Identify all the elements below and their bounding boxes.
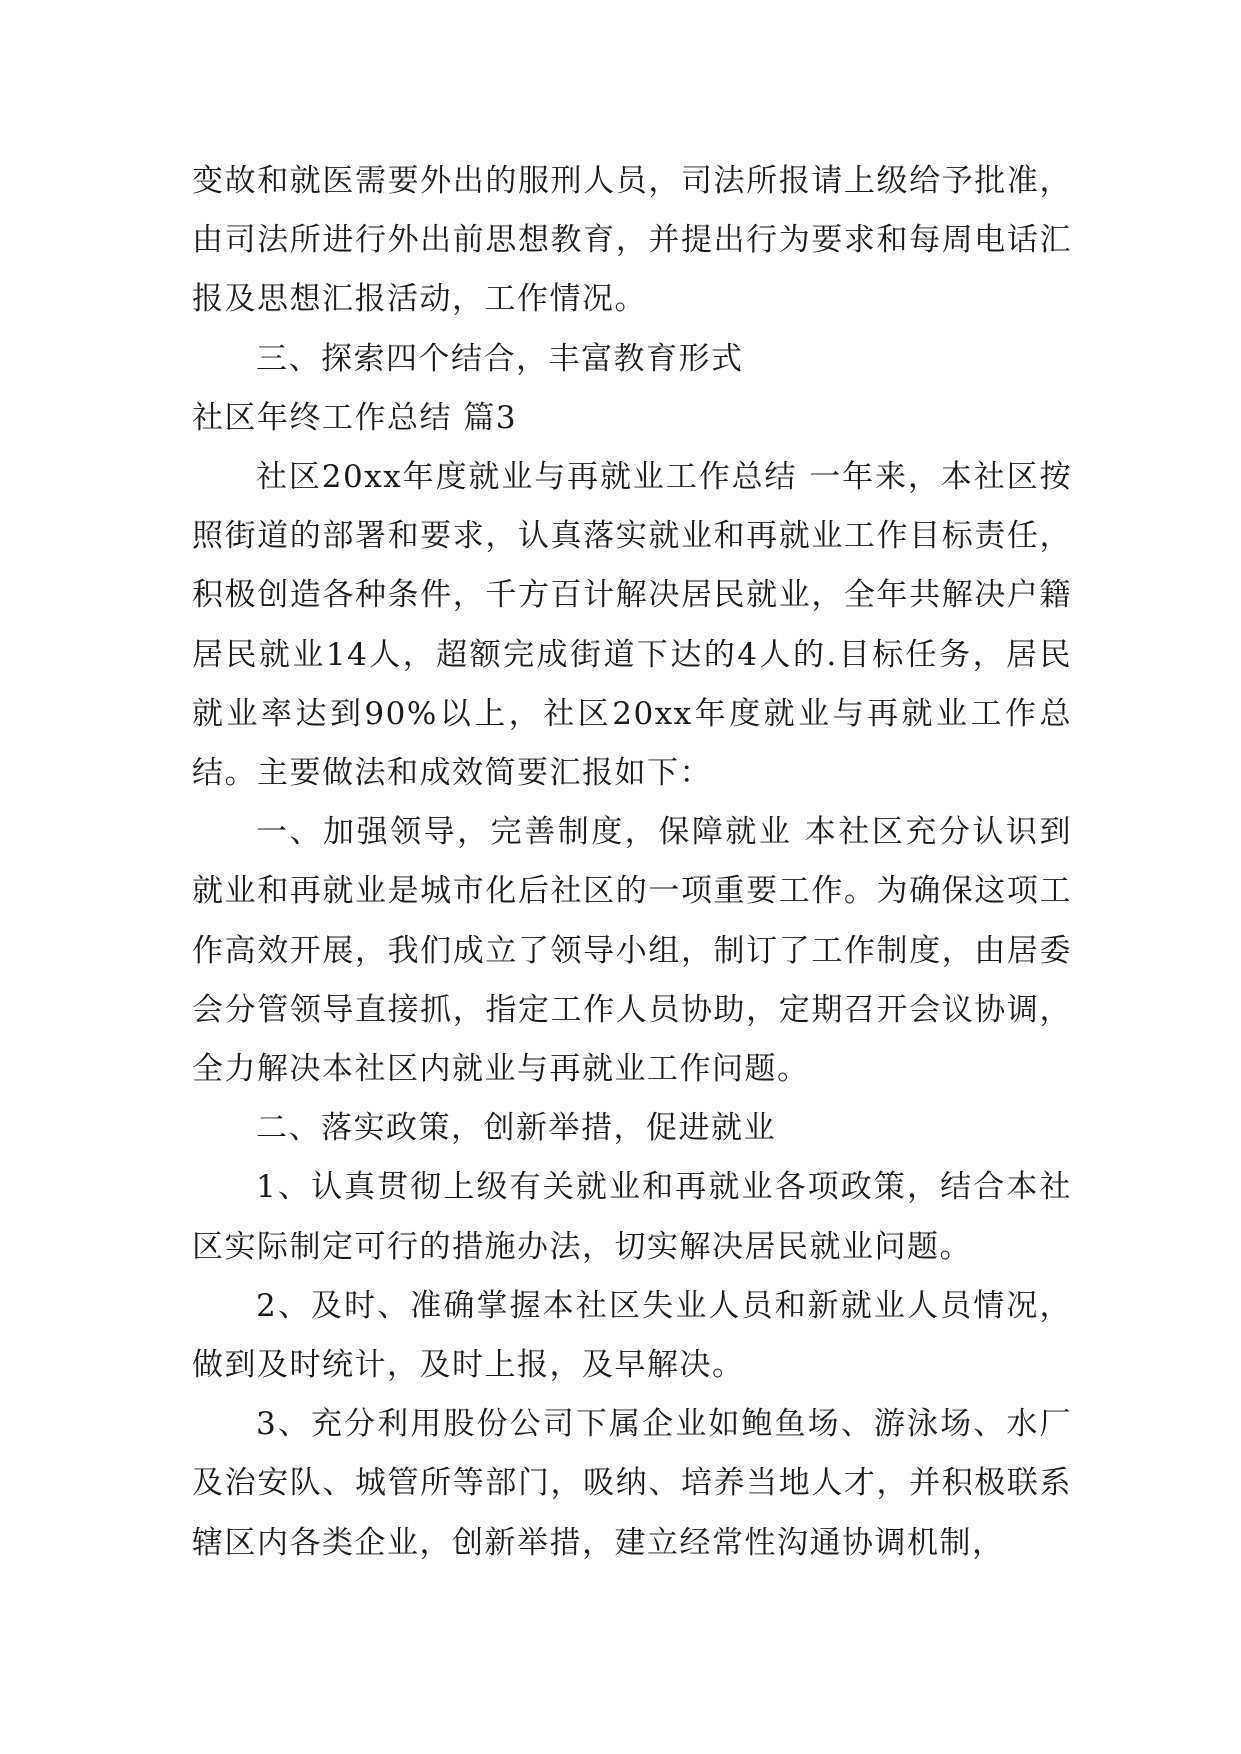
document-body [192, 152, 1072, 1573]
list-item-2: 2、及时、准确掌握本社区失业人员和新就业人员情况，做到及时统计，及时上报，及早解决。 [192, 1287, 1072, 1384]
section-heading-three: 三、探索四个结合，丰富教育形式 [256, 340, 744, 377]
paragraph-intro: 社区20xx年度就业与再就业工作总结 一年来，本社区按照街道的部署和要求，认真落实就业和再就业工作目标责任，积极创造各种条件，千方百计解决居民就业，全年共解决户籍居民就业14人，超额完成街道下达的4人的.目标任务，居民就业率达到90%以上，社区20xx年度就业与再就业工作总结。主要做法和成效简要汇报如下： [192, 459, 1072, 792]
paragraph-continuation: 变故和就医需要外出的服刑人员，司法所报请上级给予批准，由司法所进行外出前思想教育，并提出行为要求和每周电话汇报及思想汇报活动，工作情况。 [192, 163, 1072, 318]
section-heading-two: 二、落实政策，创新举措，促进就业 [256, 1110, 776, 1147]
article-title: 社区年终工作总结 篇3 [192, 399, 518, 436]
paragraph-section-one: 一、加强领导，完善制度，保障就业 本社区充分认识到就业和再就业是城市化后社区的一项重要工作。为确保这项工作高效开展，我们成立了领导小组，制订了工作制度，由居委会分管领导直接抓，指定工作人员协助，定期召开会议协调，全力解决本社区内就业与再就业工作问题。 [192, 814, 1072, 1088]
list-item-3: 3、充分利用股份公司下属企业如鲍鱼场、游泳场、水厂及治安队、城管所等部门，吸纳、培养当地人才，并积极联系辖区内各类企业，创新举措，建立经常性沟通协调机制， [192, 1406, 1072, 1561]
list-item-1: 1、认真贯彻上级有关就业和再就业各项政策，结合本社区实际制定可行的措施办法，切实解决居民就业问题。 [192, 1169, 1072, 1265]
